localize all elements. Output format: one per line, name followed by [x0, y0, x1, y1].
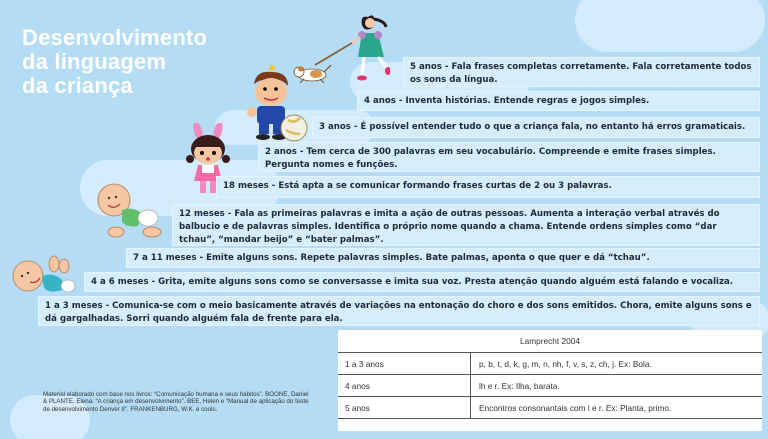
milestone-text: 18 meses - Está apta a se comunicar formando frases curtas de 2 ou 3 palavras.	[223, 181, 612, 191]
table-cell-age: 4 anos	[338, 375, 471, 396]
milestone-4-a-6-meses	[84, 272, 760, 292]
milestone-4-anos	[357, 91, 760, 111]
milestone-text: 2 anos - Tem cerca de 300 palavras em seu vocabulário. Compreende e emite frases simples. Pergunta nomes e funções.	[265, 147, 716, 170]
milestone-text: 4 a 6 meses - Grita, emite alguns sons como se conversasse e imita sua voz. Presta atenção quando alguém está falando e vocaliza.	[91, 277, 734, 287]
milestone-text: 1 a 3 meses - Comunica-se com o meio basicamente através de variações na entonação do choro e dos sons emitidos. Chora, emite alguns sons e dá gargalhadas. Sorri quando alguém fala de frente para ela.	[45, 301, 752, 324]
baby-lying-down-illustration	[10, 254, 80, 298]
milestone-text: 12 meses - Fala as primeiras palavras e imita a ação de outras pessoas. Aumenta a interação verbal através do balbucio e de palavras simples. Identifica o próprio nome quando a chama. Entende ordens simples como “dar tchau”, “mandar beijo” e “bater palmas”.	[179, 209, 720, 245]
title-line: da linguagem	[22, 49, 167, 74]
cloud-decoration	[575, 0, 765, 52]
milestone-5-anos	[403, 57, 760, 87]
milestone-18-meses	[216, 176, 760, 198]
table-cell-age: 5 anos	[338, 397, 471, 418]
table-cell-sounds: lh e r. Ex: Ilha, barata.	[479, 381, 560, 391]
title-line: Desenvolvimento	[22, 25, 208, 50]
table-row	[338, 375, 762, 397]
table-row	[338, 353, 762, 375]
page-title	[22, 26, 207, 98]
boy-with-ball-illustration	[242, 64, 308, 144]
milestone-text: 3 anos - É possível entender tudo o que a criança fala, no entanto há erros gramaticais.	[319, 122, 746, 132]
milestone-1-a-3-meses	[38, 296, 760, 326]
table-cell-age: 1 a 3 anos	[338, 353, 471, 374]
table-caption: Lamprecht 2004	[338, 330, 762, 353]
milestone-text: 5 anos - Fala frases completas corretamente. Fala corretamente todos os sons da língua.	[410, 62, 752, 85]
lamprecht-reference-table	[338, 330, 762, 431]
milestone-3-anos	[312, 117, 760, 138]
table-cell-sounds: Encontros consonantais com l e r. Ex: Planta, primo.	[479, 403, 672, 413]
milestone-text: 7 a 11 meses - Emite alguns sons. Repete palavras simples. Bate palmas, aponta o que quer e dá “tchau”.	[133, 253, 650, 263]
title-line: da criança	[22, 73, 133, 98]
source-footnote: Material elaborado com base nos livros: “Comunicação humana e seus hábitos”. BOONE, Daniel & PLANTE, Elena. “A criança em desenvolvimento”. BEE, Helen e “Manual de aplicação do teste de desenvolvimento Denver II”. FRANKENBURG, W.K. e cools.	[43, 391, 309, 413]
crawling-baby-illustration	[92, 180, 170, 244]
table-cell-sounds: p, b, t, d, k, g, m, n, nh, f, v, s, z, ch, j. Ex: Bola.	[479, 359, 652, 369]
table-row	[338, 397, 762, 419]
milestone-2-anos	[258, 142, 760, 172]
milestone-text: 4 anos - Inventa histórias. Entende regras e jogos simples.	[364, 96, 650, 106]
milestone-12-meses	[172, 204, 760, 246]
milestone-7-a-11-meses	[126, 248, 760, 268]
